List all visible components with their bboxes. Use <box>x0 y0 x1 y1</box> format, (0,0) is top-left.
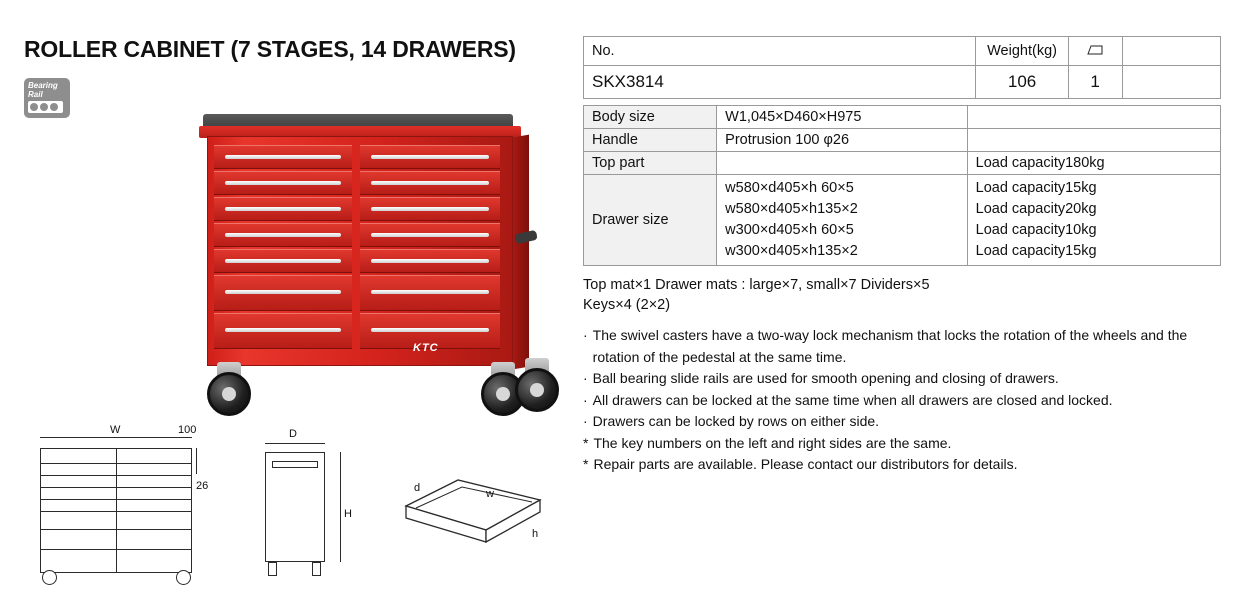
drawer-size-line: w300×d405×h 60×5 <box>725 222 854 238</box>
cabinet-body <box>207 136 513 366</box>
tray-label-w: w <box>486 488 494 500</box>
drawer-size-line: w580×d405×h 60×5 <box>725 180 854 196</box>
dim-h-line <box>340 452 341 562</box>
capacity-body-size <box>967 106 1220 129</box>
label-drawer-size: Drawer size <box>584 175 717 266</box>
drawer <box>360 145 500 169</box>
badge-line-2: Rail <box>28 90 43 99</box>
note-item <box>583 390 1221 412</box>
dim-label-d: D <box>289 428 297 440</box>
drawer-size-line: w580×d405×h135×2 <box>725 201 858 217</box>
drawer-capacity-line: Load capacity15kg <box>975 243 1097 259</box>
note-item <box>583 433 1221 455</box>
drawer-tray-drawing <box>398 478 548 563</box>
note-item <box>583 325 1221 368</box>
right-column <box>583 36 1221 476</box>
drawer <box>360 223 500 247</box>
note-bullet: * <box>583 434 589 451</box>
note-text: The swivel casters have a two-way lock mechanism that locks the rotation of the wheels and the rotation of the pedestal at the same time. <box>592 327 1188 365</box>
label-handle: Handle <box>584 129 717 152</box>
dim-100-line <box>196 448 197 474</box>
side-view-caster <box>268 562 277 576</box>
note-bullet: · <box>583 370 588 386</box>
header-weight: Weight(kg) <box>976 37 1068 66</box>
note-bullet: · <box>583 391 588 408</box>
note-text: Drawers can be locked by rows on either side. <box>592 413 880 429</box>
included-accessories <box>583 275 1221 315</box>
dim-d-line <box>265 443 325 444</box>
caster-wheel <box>515 368 559 412</box>
cabinet-side-panel <box>513 135 529 370</box>
badge-line-1: Bearing <box>28 81 58 90</box>
note-bullet: * <box>583 456 589 472</box>
notes-list <box>583 325 1221 476</box>
tray-svg <box>398 478 548 563</box>
table-row <box>584 66 1221 99</box>
tray-label-h: h <box>532 528 539 540</box>
brand-logo: KTC <box>413 342 439 354</box>
drawer <box>214 249 352 273</box>
label-body-size: Body size <box>584 106 717 129</box>
table-row-drawer-size <box>584 175 1221 266</box>
note-bullet: · <box>583 413 588 429</box>
box-icon <box>1087 43 1103 55</box>
accessories-line-2: Keys×4 (2×2) <box>583 297 671 313</box>
package-box-icon <box>1068 37 1122 66</box>
dim-label-26: 26 <box>196 480 209 492</box>
note-bullet: · <box>583 327 588 343</box>
front-view-caster <box>42 570 57 585</box>
table-row-top-part <box>584 152 1221 175</box>
note-item <box>583 411 1221 433</box>
product-photo <box>195 110 540 420</box>
drawer <box>360 275 500 311</box>
capacity-top-part: Load capacity180kg <box>967 152 1220 175</box>
specification-table <box>583 105 1221 266</box>
front-view-drawing <box>40 448 192 573</box>
drawer <box>360 171 500 195</box>
table-row-body-size <box>584 106 1221 129</box>
front-view-caster <box>176 570 191 585</box>
note-item <box>583 454 1221 476</box>
cell-box-qty: 1 <box>1068 66 1122 99</box>
bearing-rail-badge <box>24 78 70 118</box>
note-text: All drawers can be locked at the same time when all drawers are closed and locked. <box>592 391 1113 408</box>
note-text: Repair parts are available. Please contact our distributors for details. <box>593 456 1018 472</box>
table-header-row <box>584 37 1221 66</box>
header-blank <box>1122 37 1220 66</box>
cell-blank <box>1122 66 1220 99</box>
side-view-drawing <box>265 452 325 562</box>
drawer <box>214 223 352 247</box>
side-view-caster <box>312 562 321 576</box>
capacity-handle <box>967 129 1220 152</box>
note-item <box>583 368 1221 390</box>
cell-weight: 106 <box>976 66 1068 99</box>
note-text: Ball bearing slide rails are used for smooth opening and closing of drawers. <box>592 370 1059 386</box>
caster-wheel <box>207 372 251 416</box>
drawer-capacity-line: Load capacity10kg <box>975 222 1097 238</box>
cell-model-no: SKX3814 <box>584 66 976 99</box>
dim-w-line <box>40 437 192 438</box>
drawer <box>214 313 352 349</box>
header-no: No. <box>584 37 976 66</box>
drawer <box>214 145 352 169</box>
drawer <box>360 197 500 221</box>
badge-dots-icon <box>28 101 63 113</box>
note-text: The key numbers on the left and right sides are the same. <box>593 434 952 451</box>
dim-label-w: W <box>110 424 121 436</box>
label-top-part: Top part <box>584 152 717 175</box>
capacity-drawer-size <box>967 175 1220 266</box>
tray-label-d: d <box>414 482 421 494</box>
page-title: ROLLER CABINET (7 STAGES, 14 DRAWERS) <box>24 36 516 62</box>
drawer-capacity-line: Load capacity20kg <box>975 201 1097 217</box>
value-handle: Protrusion 100 φ26 <box>717 129 967 152</box>
product-number-table <box>583 36 1221 99</box>
drawer <box>214 171 352 195</box>
value-drawer-size <box>717 175 967 266</box>
drawer-size-line: w300×d405×h135×2 <box>725 243 858 259</box>
left-column <box>0 0 575 597</box>
drawer <box>360 249 500 273</box>
accessories-line-1: Top mat×1 Drawer mats : large×7, small×7 Dividers×5 <box>583 277 930 293</box>
table-row-handle <box>584 129 1221 152</box>
dim-label-h: H <box>344 508 352 520</box>
drawer-capacity-line: Load capacity15kg <box>975 180 1097 196</box>
drawer <box>214 275 352 311</box>
value-top-part <box>717 152 967 175</box>
value-body-size: W1,045×D460×H975 <box>717 106 967 129</box>
dim-label-100: 100 <box>178 424 197 436</box>
drawer <box>214 197 352 221</box>
